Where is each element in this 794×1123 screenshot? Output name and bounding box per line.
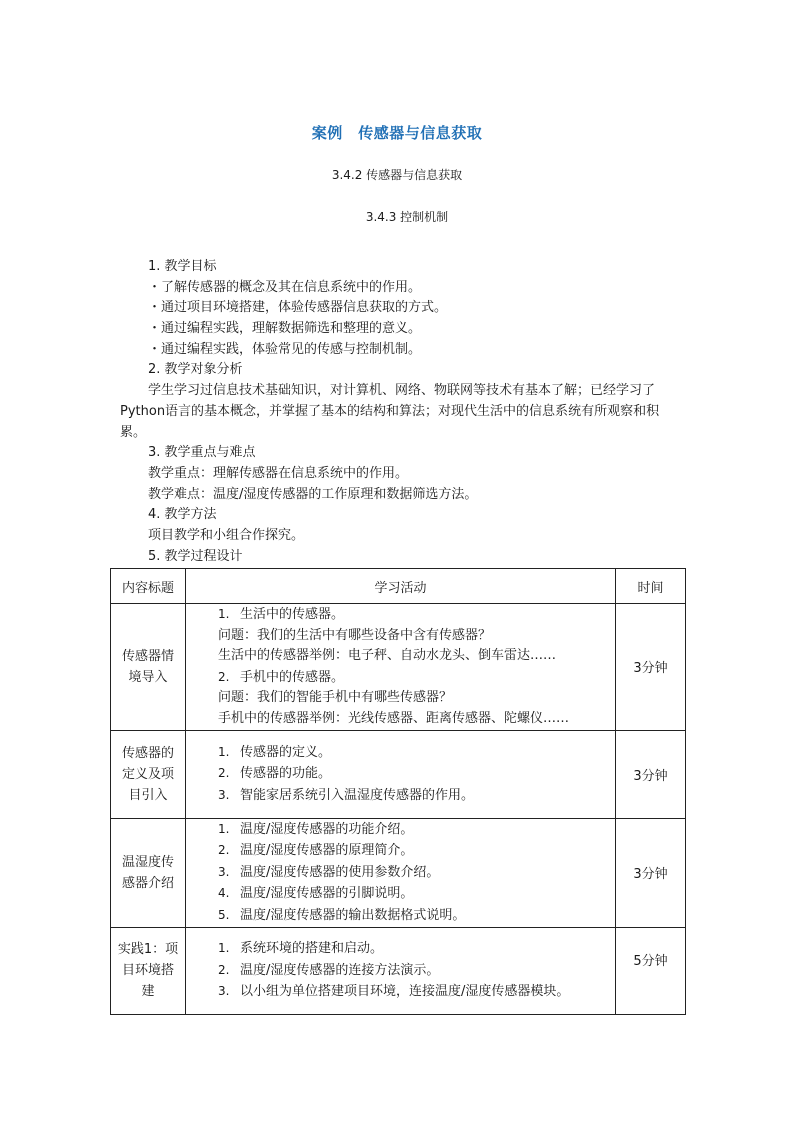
section-heading-process: 5. 教学过程设计	[148, 548, 243, 564]
subheading-3-4-3: 3.4.3 控制机制	[365, 210, 449, 224]
activity-line: 1. 系统环境的搭建和启动。	[218, 941, 384, 957]
table-row	[111, 927, 686, 1014]
section-heading-goals: 1. 教学目标	[148, 259, 217, 274]
header-activity: 学习活动	[186, 569, 616, 604]
method-text: 项目教学和小组合作探究。	[148, 527, 305, 543]
activity-line: 3. 智能家居系统引入温湿度传感器的作用。	[218, 787, 475, 803]
row-title: 温湿度传感器介绍	[111, 818, 186, 927]
row-activities	[186, 730, 616, 818]
activity-line: 手机中的传感器举例：光线传感器、距离传感器、陀螺仪……	[218, 710, 570, 726]
activity-line: 2. 传感器的功能。	[218, 766, 332, 782]
audience-paragraph: 学生学习过信息技术基础知识，对计算机、网络、物联网等技术有基本了解；已经学习了Python语言的基本概念，并掌握了基本的结构和算法；对现代生活中的信息系统有所观察和积累。	[120, 383, 660, 440]
row-title: 传感器情境导入	[111, 604, 186, 731]
table-row	[111, 604, 686, 731]
activity-line: 1. 传感器的定义。	[218, 744, 332, 760]
activity-line: 1. 温度/湿度传感器的功能介绍。	[218, 821, 414, 837]
activity-line: 问题：我们的生活中有哪些设备中含有传感器？	[218, 627, 492, 643]
goal-item: ・了解传感器的概念及其在信息系统中的作用。	[148, 279, 422, 295]
subheading-3-4-2: 3.4.2 传感器与信息获取	[331, 168, 463, 182]
row-time: 3分钟	[616, 730, 686, 818]
goal-item: ・通过编程实践，体验常见的传感与控制机制。	[148, 341, 422, 357]
row-title: 实践1：项目环境搭建	[111, 927, 186, 1014]
activity-line: 3. 以小组为单位搭建项目环境，连接温度/湿度传感器模块。	[218, 984, 570, 1000]
row-activities	[186, 927, 616, 1014]
section-heading-audience: 2. 教学对象分析	[148, 362, 243, 378]
header-time: 时间	[616, 569, 686, 604]
row-time: 3分钟	[616, 818, 686, 927]
activity-line: 5. 温度/湿度传感器的输出数据格式说明。	[218, 907, 466, 923]
document-title: 案例 传感器与信息获取	[311, 124, 483, 142]
activity-line: 问题：我们的智能手机中有哪些传感器？	[218, 690, 453, 706]
activity-line: 生活中的传感器举例：电子秤、自动水龙头、倒车雷达……	[218, 648, 557, 664]
goal-item: ・通过编程实践，理解数据筛选和整理的意义。	[148, 321, 422, 337]
activity-line: 1. 生活中的传感器。	[218, 607, 345, 622]
key-point-text: 教学重点：理解传感器在信息系统中的作用。	[148, 465, 409, 481]
goal-item: ・通过项目环境搭建，体验传感器信息获取的方式。	[148, 300, 448, 316]
activity-line: 4. 温度/湿度传感器的引脚说明。	[218, 886, 414, 902]
activity-line: 2. 温度/湿度传感器的连接方法演示。	[218, 962, 440, 978]
row-activities	[186, 604, 616, 731]
row-time: 3分钟	[616, 604, 686, 731]
table-row	[111, 730, 686, 818]
section-heading-method: 4. 教学方法	[148, 507, 217, 523]
document-body	[120, 257, 680, 567]
row-activities	[186, 818, 616, 927]
table-header-row	[111, 569, 686, 604]
header-content-title: 内容标题	[111, 569, 186, 604]
activity-line: 2. 温度/湿度传感器的原理简介。	[218, 843, 414, 859]
teaching-process-table	[110, 568, 686, 1015]
difficulty-text: 教学难点：温度/湿度传感器的工作原理和数据筛选方法。	[148, 486, 478, 502]
activity-line: 3. 温度/湿度传感器的使用参数介绍。	[218, 864, 440, 880]
activity-line: 2. 手机中的传感器。	[218, 669, 345, 685]
section-heading-focus: 3. 教学重点与难点	[148, 445, 256, 461]
table-row	[111, 818, 686, 927]
row-time: 5分钟	[616, 927, 686, 1014]
row-title: 传感器的定义及项目引入	[111, 730, 186, 818]
